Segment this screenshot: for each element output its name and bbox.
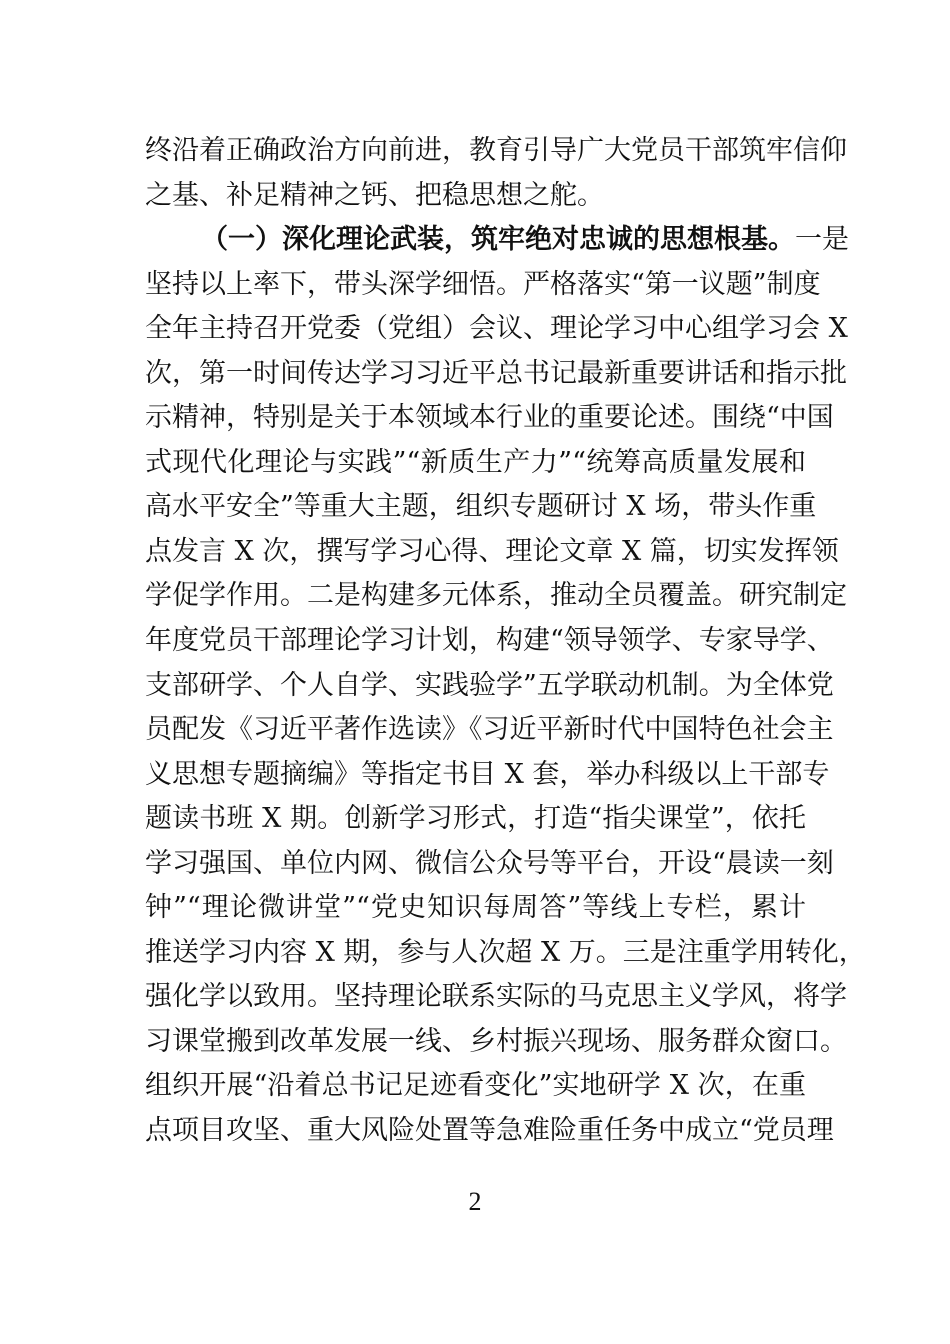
text-line: 钟”“理论微讲堂”“党史知识每周答”等线上专栏，累计 (145, 892, 806, 924)
text-line: 坚持以上率下，带头深学细悟。严格落实“第一议题”制度 (145, 268, 821, 300)
text-line: 年度党员干部理论学习计划，构建“领导领学、专家导学、 (145, 625, 834, 657)
text-line: 强化学以致用。坚持理论联系实际的马克思主义学风，将学 (145, 981, 847, 1013)
text-line: 组织开展“沿着总书记足迹看变化”实地研学 X 次，在重 (145, 1070, 806, 1102)
text-line: 员配发《习近平著作选读》《习近平新时代中国特色社会主 (145, 714, 834, 746)
text-line: 学习强国、单位内网、微信公众号等平台，开设“晨读一刻 (145, 847, 834, 879)
text-line: 终沿着正确政治方向前进，教育引导广大党员干部筑牢信仰 (145, 135, 847, 166)
text-line: 习课堂搬到改革发展一线、乡村振兴现场、服务群众窗口。 (145, 1025, 847, 1057)
section-heading-line (145, 218, 849, 263)
section-heading: （一）深化理论武装，筑牢绝对忠诚的思想根基。 (201, 224, 795, 256)
page-number: 2 (468, 1187, 482, 1216)
text-fragment: 一是 (795, 224, 849, 256)
text-line: 支部研学、个人自学、实践验学”五学联动机制。为全体党 (145, 669, 834, 701)
document-body (145, 129, 866, 1154)
text-line: 学促学作用。二是构建多元体系，推动全员覆盖。研究制定 (145, 580, 847, 612)
text-line: 点发言 X 次，撰写学习心得、理论文章 X 篇，切实发挥领 (145, 535, 839, 567)
text-line: 全年主持召开党委（党组）会议、理论学习中心组学习会 X (145, 313, 848, 345)
text-line: 题读书班 X 期。创新学习形式，打造“指尖课堂”，依托 (145, 803, 806, 835)
text-line: 次，第一时间传达学习习近平总书记最新重要讲话和指示批 (145, 357, 847, 389)
text-line: 高水平安全”等重大主题，组织专题研讨 X 场，带头作重 (145, 491, 817, 523)
text-line: 示精神，特别是关于本领域本行业的重要论述。围绕“中国 (145, 402, 834, 434)
text-line: 推送学习内容 X 期，参与人次超 X 万。三是注重学用转化， (145, 936, 866, 968)
text-line: 之基、补足精神之钙、把稳思想之舵。 (145, 179, 604, 211)
text-line: 义思想专题摘编》等指定书目 X 套，举办科级以上干部专 (145, 758, 830, 790)
text-line: 式现代化理论与实践”“新质生产力”“统筹高质量发展和 (145, 446, 806, 478)
text-line: 点项目攻坚、重大风险处置等急难险重任务中成立“党员理 (145, 1115, 834, 1147)
